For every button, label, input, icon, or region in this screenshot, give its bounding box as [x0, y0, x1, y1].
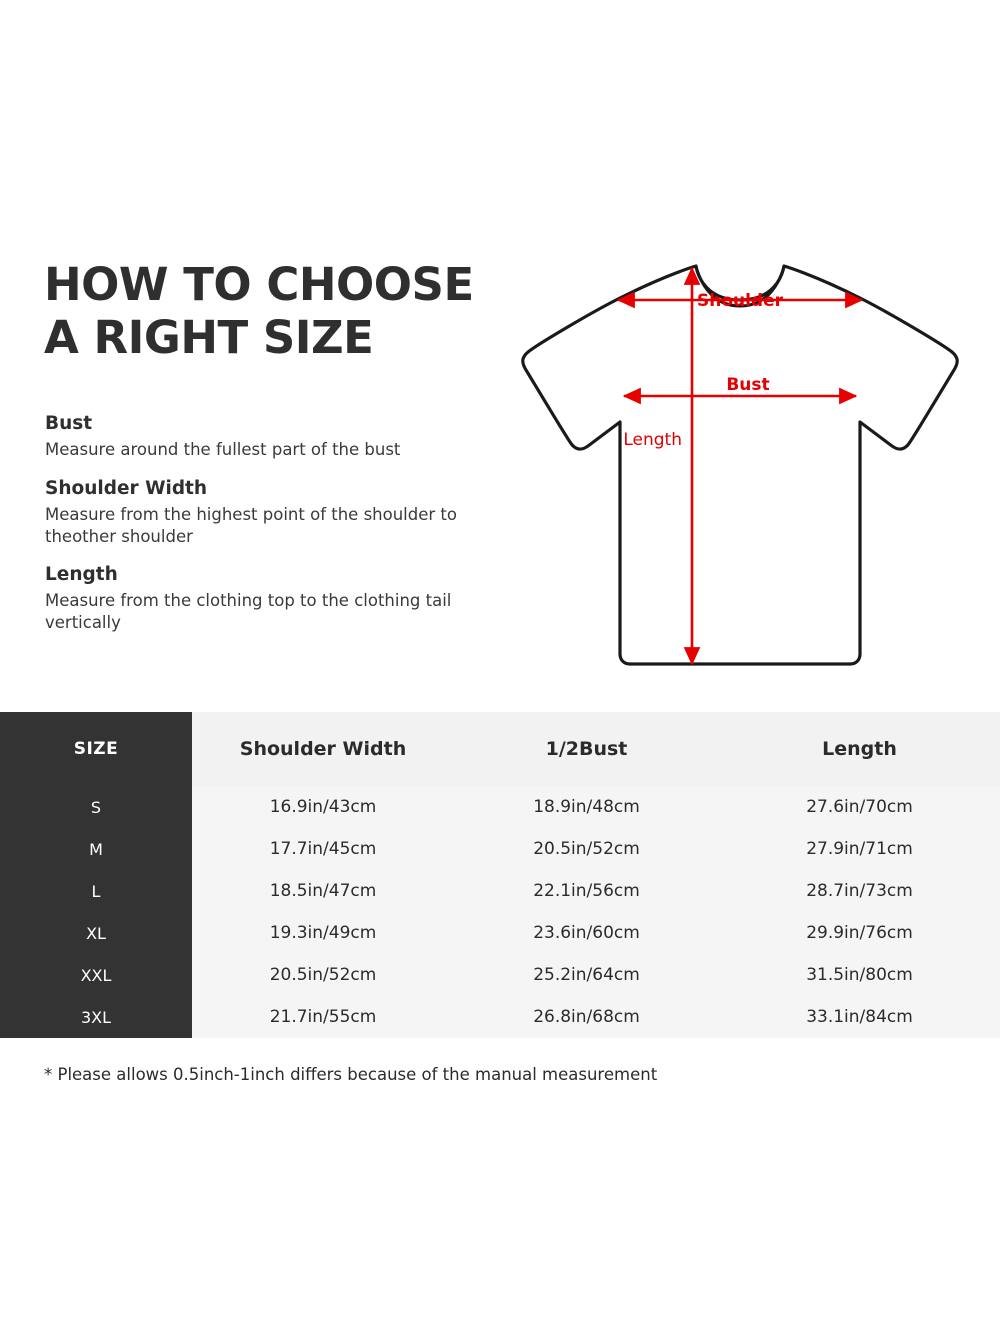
- cell-shoulder-width: 18.5in/47cm: [192, 870, 454, 912]
- column-header-size: SIZE: [0, 712, 192, 786]
- size-chart-table: [0, 712, 1000, 1038]
- definition-description: Measure around the fullest part of the bust: [45, 440, 401, 459]
- definition-bust: [45, 413, 515, 461]
- cell-half-bust: 22.1in/56cm: [454, 870, 719, 912]
- cell-length: 33.1in/84cm: [719, 996, 1000, 1038]
- cell-size: 3XL: [0, 996, 192, 1038]
- shoulder-label: Shoulder: [696, 291, 784, 311]
- cell-shoulder-width: 20.5in/52cm: [192, 954, 454, 996]
- table-row: [0, 912, 1000, 954]
- tshirt-diagram: [500, 240, 980, 690]
- cell-half-bust: 26.8in/68cm: [454, 996, 719, 1038]
- cell-half-bust: 25.2in/64cm: [454, 954, 719, 996]
- cell-size: L: [0, 870, 192, 912]
- definition-term: Length: [45, 564, 118, 586]
- bust-label: Bust: [726, 375, 770, 395]
- length-label: Length: [623, 430, 682, 450]
- table-row: [0, 996, 1000, 1038]
- measurement-footnote: * Please allows 0.5inch-1inch differs because of the manual measurement: [44, 1065, 658, 1084]
- size-chart-table-wrapper: [0, 712, 1000, 1038]
- cell-length: 27.6in/70cm: [719, 786, 1000, 828]
- cell-size: S: [0, 786, 192, 828]
- tshirt-outline-shape: [523, 266, 957, 664]
- table-head: [0, 712, 1000, 786]
- cell-length: 27.9in/71cm: [719, 828, 1000, 870]
- cell-shoulder-width: 16.9in/43cm: [192, 786, 454, 828]
- column-header-length: Length: [719, 712, 1000, 786]
- definition-term: Bust: [45, 413, 93, 434]
- cell-shoulder-width: 19.3in/49cm: [192, 912, 454, 954]
- page-title-line-1: HOW TO CHOOSE: [44, 258, 474, 311]
- cell-length: 29.9in/76cm: [719, 912, 1000, 954]
- table-body: [0, 786, 1000, 1038]
- table-row: [0, 954, 1000, 996]
- cell-length: 31.5in/80cm: [719, 954, 1000, 996]
- table-row: [0, 870, 1000, 912]
- table-row: [0, 786, 1000, 828]
- table-row: [0, 828, 1000, 870]
- definition-shoulder-width: [45, 478, 515, 548]
- cell-shoulder-width: 21.7in/55cm: [192, 996, 454, 1038]
- cell-half-bust: 23.6in/60cm: [454, 912, 719, 954]
- cell-shoulder-width: 17.7in/45cm: [192, 828, 454, 870]
- column-header-half-bust: 1/2Bust: [454, 712, 719, 786]
- page-title: [44, 258, 514, 364]
- definition-term: Shoulder Width: [45, 477, 208, 499]
- cell-half-bust: 20.5in/52cm: [454, 828, 719, 870]
- table-header-row: [0, 712, 1000, 786]
- cell-size: M: [0, 828, 192, 870]
- cell-size: XXL: [0, 954, 192, 996]
- column-header-shoulder-width: Shoulder Width: [192, 712, 454, 786]
- definition-description: Measure from the highest point of the shoulder to theother shoulder: [45, 504, 457, 546]
- page-title-line-2: A RIGHT SIZE: [44, 311, 374, 365]
- cell-half-bust: 18.9in/48cm: [454, 786, 719, 828]
- measurement-definitions: [45, 413, 515, 651]
- definition-description: Measure from the clothing top to the clothing tail vertically: [45, 591, 452, 633]
- cell-length: 28.7in/73cm: [719, 870, 1000, 912]
- cell-size: XL: [0, 912, 192, 954]
- definition-length: [45, 564, 515, 634]
